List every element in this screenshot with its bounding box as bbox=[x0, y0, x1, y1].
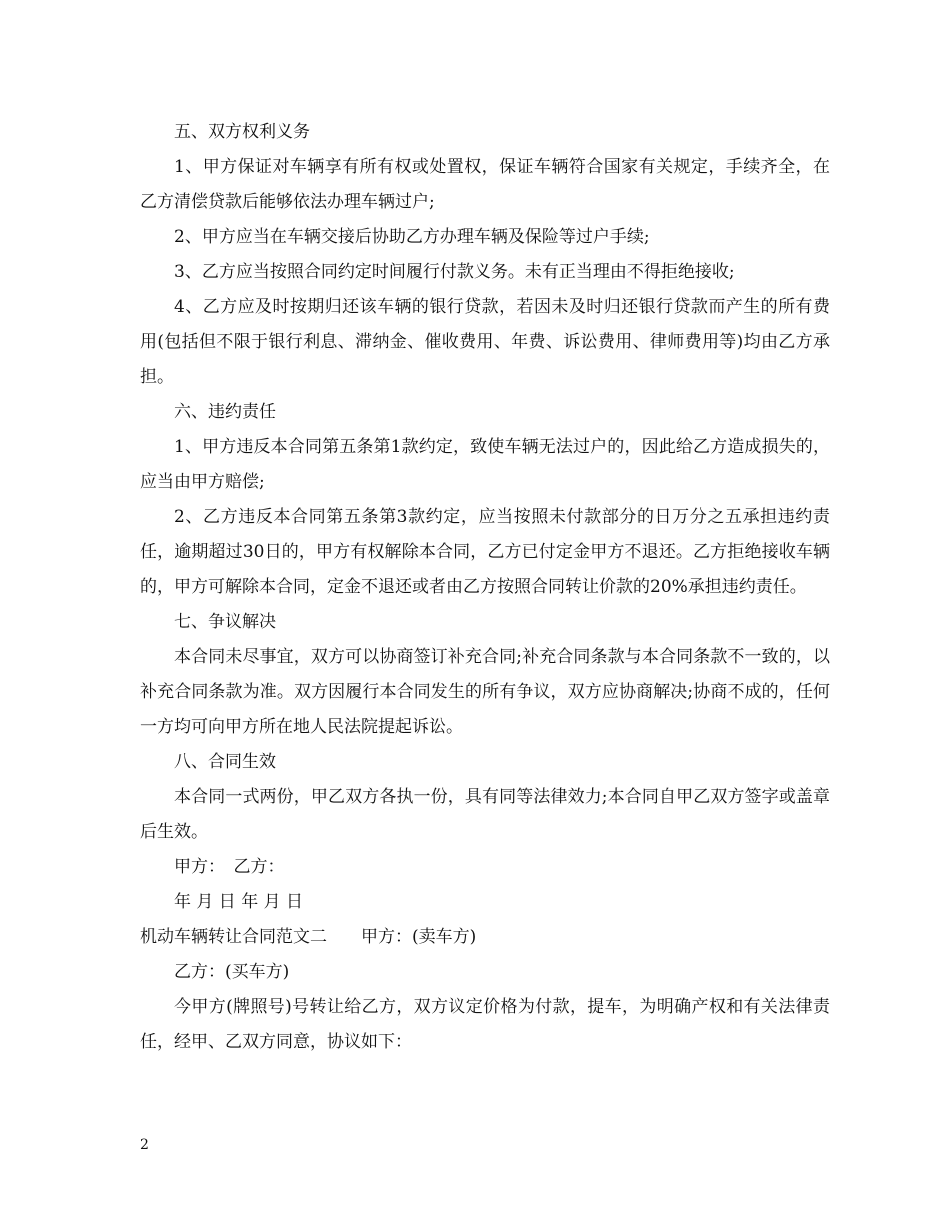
signature-parties-line: 甲方： 乙方： bbox=[174, 857, 285, 877]
clause-paragraph: 1、甲方违反本合同第五条第1款约定，致使车辆无法过户的，因此给乙方造成损失的，应当由甲方赔偿; bbox=[140, 437, 830, 492]
clause-paragraph: 2、甲方应当在车辆交接后协助乙方办理车辆及保险等过户手续; bbox=[174, 227, 650, 247]
clause-paragraph: 3、乙方应当按照合同约定时间履行付款义务。未有正当理由不得拒绝接收; bbox=[174, 262, 735, 282]
section-heading-rights-obligations: 五、双方权利义务 bbox=[174, 122, 310, 142]
section-heading-breach-liability: 六、违约责任 bbox=[174, 402, 276, 422]
buyer-party-line: 乙方：(买车方) bbox=[174, 962, 290, 982]
clause-paragraph: 4、乙方应及时按期归还该车辆的银行贷款，若因未及时归还银行贷款而产生的所有费用(包括但不限于银行利息、滞纳金、催收费用、年费、诉讼费用、律师费用等)均由乙方承担。 bbox=[140, 297, 830, 387]
second-template-title-line: 机动车辆转让合同范文二 甲方：(卖车方) bbox=[140, 927, 477, 947]
section-heading-dispute-resolution: 七、争议解决 bbox=[174, 612, 276, 632]
contract-body bbox=[140, 115, 830, 1060]
clause-paragraph: 本合同一式两份，甲乙双方各执一份，具有同等法律效力;本合同自甲乙双方签字或盖章后生效。 bbox=[140, 787, 830, 842]
clause-paragraph: 1、甲方保证对车辆享有所有权或处置权，保证车辆符合国家有关规定，手续齐全，在乙方清偿贷款后能够依法办理车辆过户; bbox=[140, 157, 830, 212]
clause-paragraph: 本合同未尽事宜，双方可以协商签订补充合同;补充合同条款与本合同条款不一致的，以补充合同条款为准。双方因履行本合同发生的所有争议，双方应协商解决;协商不成的，任何一方均可向甲方所在地人民法院提起诉讼。 bbox=[140, 647, 830, 737]
section-heading-contract-effect: 八、合同生效 bbox=[174, 752, 276, 772]
page-number: 2 bbox=[140, 1137, 149, 1153]
clause-paragraph: 2、乙方违反本合同第五条第3款约定，应当按照未付款部分的日万分之五承担违约责任，逾期超过30日的，甲方有权解除本合同，乙方已付定金甲方不退还。乙方拒绝接收车辆的，甲方可解除本合同，定金不退还或者由乙方按照合同转让价款的20%承担违约责任。 bbox=[140, 507, 830, 597]
signature-date-line: 年 月 日 年 月 日 bbox=[174, 892, 304, 912]
intro-paragraph: 今甲方(牌照号)号转让给乙方，双方议定价格为付款，提车，为明确产权和有关法律责任，经甲、乙双方同意，协议如下： bbox=[140, 997, 830, 1052]
